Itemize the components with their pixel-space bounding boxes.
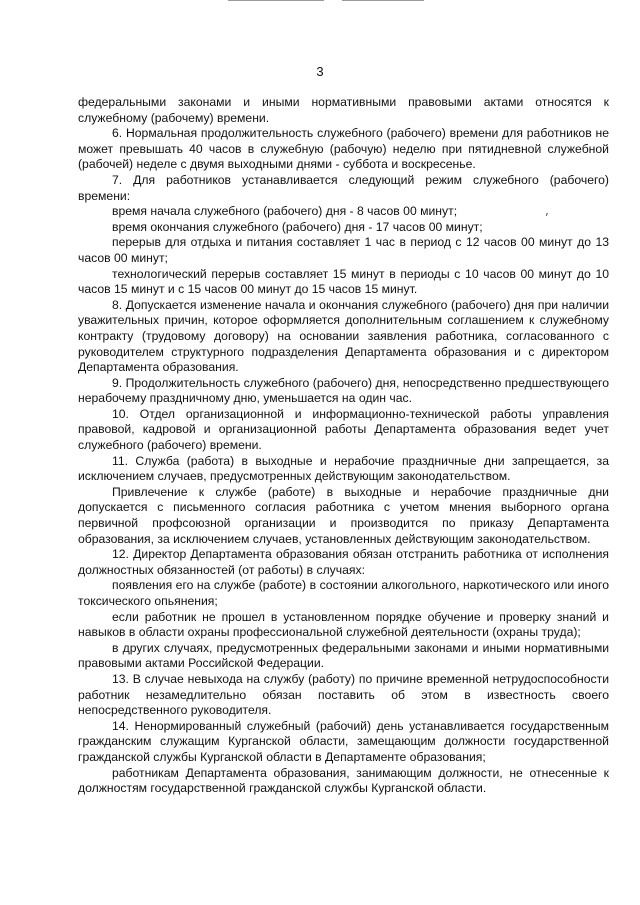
paragraph-7-start-time: время начала служебного (рабочего) дня - 8 часов 00 минут;	[112, 204, 458, 219]
paragraph-12-intoxication: появления его на службе (работе) в состоянии алкогольного, наркотического или иного токсического опьянения;	[78, 578, 609, 608]
paragraph-continuation: федеральными законами и иными нормативными правовыми актами относятся к служебному (рабочему) времени.	[78, 95, 609, 125]
paragraph-9: 9. Продолжительность служебного (рабочего) дня, непосредственно предшествующего нерабочему праздничному дню, уменьшается на один час.	[78, 375, 609, 406]
paragraph-14: 14. Ненормированный служебный (рабочий) день устанавливается государственным гражданским служащим Курганской области, замещающим должности государственной гражданской службы Курганской области в Департаменте образования;	[78, 718, 609, 764]
paragraph-7-end-time: время окончания служебного (рабочего) дня - 17 часов 00 минут;	[112, 219, 483, 234]
paragraph-7: 7. Для работников устанавливается следующий режим служебного (рабочего) времени:	[78, 172, 609, 203]
paragraph-7-lunch-break: перерыв для отдыха и питания составляет 1 час в период с 12 часов 00 минут до 13 часов 00 минут;	[78, 235, 609, 265]
paragraph-12-other-cases: в других случаях, предусмотренных федеральными законами и иными нормативными правовыми актами Российской Федерации.	[78, 640, 609, 671]
paragraph-12: 12. Директор Департамента образования обязан отстранить работника от исполнения должностных обязанностей (от работы) в случаях:	[78, 547, 609, 577]
paragraph-14-employees: работникам Департамента образования, занимающим должности, не отнесенные к должностям государственной гражданской службы Курганской области.	[78, 765, 609, 796]
paragraph-8: 8. Допускается изменение начала и окончания служебного (рабочего) дня при наличии уважительных причин, которое оформляется дополнительным соглашением к служебному контракту (трудовому договору) на основании заявления работника, согласованного с руководителем структурного подразделения Департамента образования и с директором Департамента образования.	[78, 297, 609, 375]
paragraph-11: 11. Служба (работа) в выходные и нерабочие праздничные дни запрещается, за исключением случаев, предусмотренных действующим законодательством.	[78, 453, 609, 484]
paragraph-6: 6. Нормальная продолжительность служебного (рабочего) времени для работников не может превышать 40 часов в служебную (рабочую) неделю при пятидневной служебной (рабочей) неделе с двумя выходными днями - суббота и воскресенье.	[78, 126, 609, 172]
paragraph-7-tech-break: технологический перерыв составляет 15 минут в периоды с 10 часов 00 минут до 10 часов 15 минут и с 15 часов 00 минут до 15 часов 15 минут.	[78, 266, 609, 297]
top-scan-line-right	[342, 0, 424, 1]
scan-speck: ׳	[545, 213, 549, 224]
paragraph-11-involvement: Привлечение к службе (работе) в выходные и нерабочие праздничные дни допускается с письменного согласия работника с учетом мнения выборного органа первичной профсоюзной организации и производится по приказу Департамента образования, за исключением случаев, установленных действующим законодательством.	[78, 484, 609, 546]
paragraph-12-training: если работник не прошел в установленном порядке обучение и проверку знаний и навыков в области охраны профессиональной служебной деятельности (охраны труда);	[78, 609, 609, 640]
document-body	[78, 95, 609, 797]
paragraph-13: 13. В случае невыхода на службу (работу) по причине временной нетрудоспособности работник незамедлительно обязан поставить об этом в известность своего непосредственного руководителя.	[78, 671, 609, 718]
page-number: 3	[316, 64, 324, 79]
paragraph-10: 10. Отдел организационной и информационно-технической работы управления правовой, кадровой и организационной работы Департамента образования ведет учет служебного (рабочего) времени.	[78, 406, 609, 453]
top-scan-line-left	[228, 0, 324, 1]
